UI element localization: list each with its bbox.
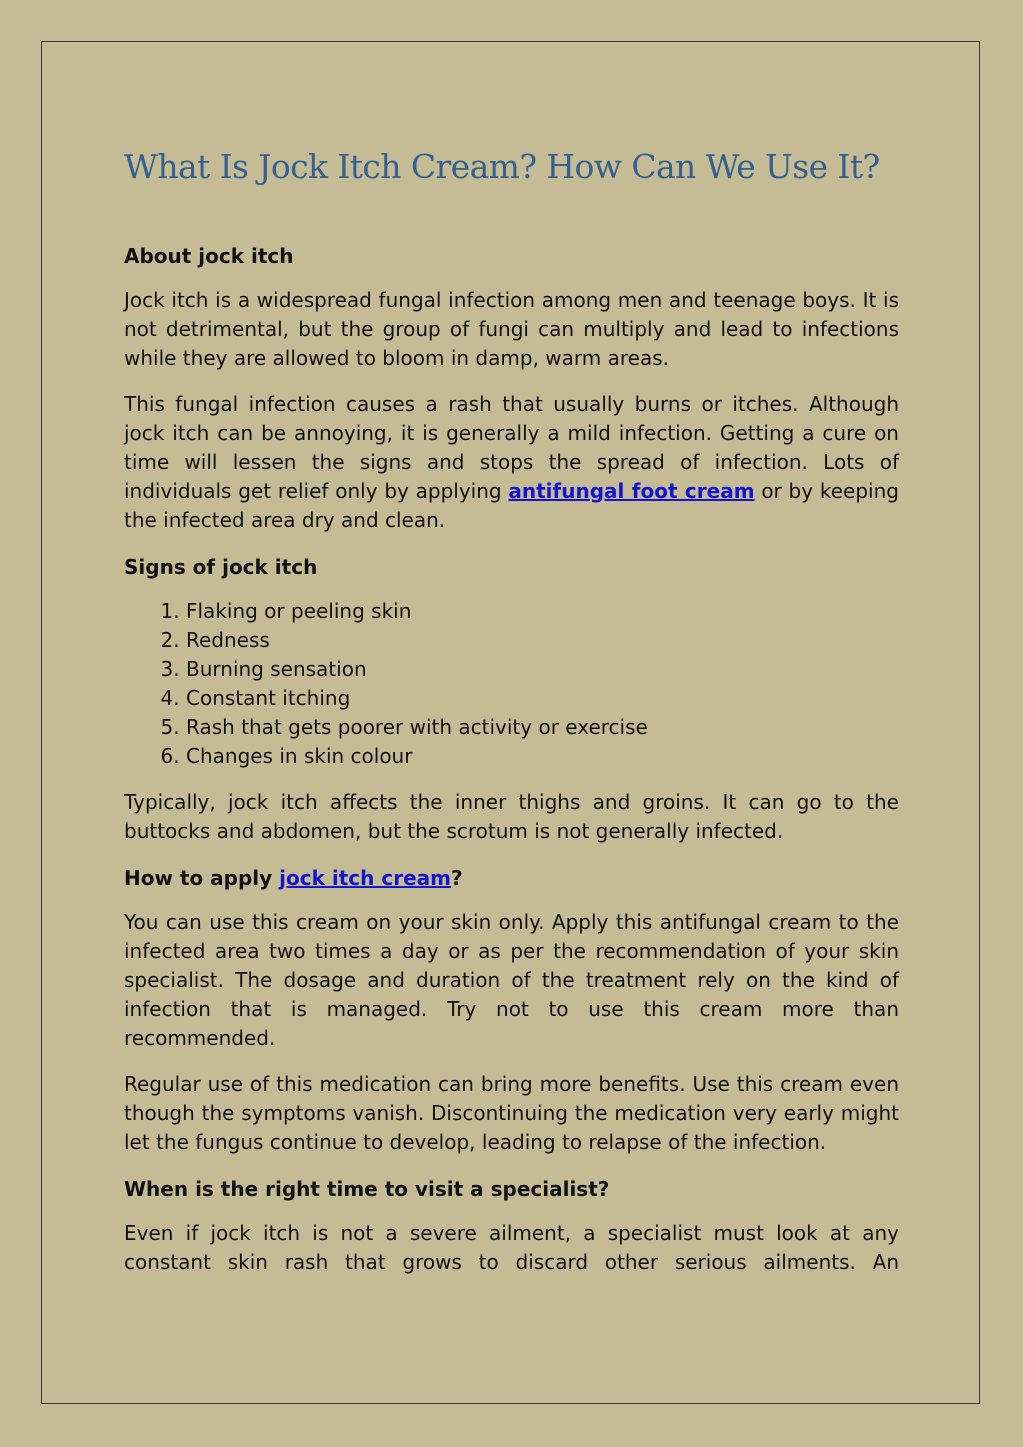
paragraph-signs-after: Typically, jock itch affects the inner thighs and groins. It can go to the buttocks and abdomen, but the scrotum is not generally infected. [124,790,899,843]
document-body [124,140,899,1277]
document-title: What Is Jock Itch Cream? How Can We Use It? [124,147,880,186]
jock-itch-cream-link[interactable]: jock itch cream [279,866,451,890]
heading-about: About jock itch [124,244,294,268]
heading-signs: Signs of jock itch [124,555,318,579]
heading-apply [124,863,899,893]
paragraph-apply-1: You can use this cream on your skin only. Apply this antifungal cream to the infected area two times a day or as per the recommendation of your skin specialist. The dosage and duration of the treatment rely on the kind of infection that is managed. Try not to use this cream more than recommended. [124,910,899,1050]
antifungal-foot-cream-link[interactable]: antifungal foot cream [508,479,755,503]
signs-list [124,597,899,771]
list-item: 1. Flaking or peeling skin [186,597,899,626]
heading-apply-text: How to apply [124,866,280,890]
heading-specialist: When is the right time to visit a specialist? [124,1177,610,1201]
heading-apply-question-mark: ? [450,866,463,890]
paragraph-about-2-text-end: or by keeping the infected area dry and clean. [124,479,899,532]
paragraph-about-2 [124,390,899,535]
list-item: 2. Redness [186,626,899,655]
list-item: 6. Changes in skin colour [186,742,899,771]
paragraph-specialist-1: Even if jock itch is not a severe ailment, a specialist must look at any constant skin rash that grows to discard other serious ailments. An [124,1221,899,1274]
paragraph-about-2-text-start: This fungal infection causes a rash that usually burns or itches. Although jock itch can be annoying, it is generally a mild infection. Getting a cure on time will lessen the signs and stops the spread of infection. Lots of individuals get relief only by applying [124,392,899,503]
list-item: 4. Constant itching [186,684,899,713]
paragraph-about-1: Jock itch is a widespread fungal infection among men and teenage boys. It is not detrimental, but the group of fungi can multiply and lead to infections while they are allowed to bloom in damp, warm areas. [124,288,899,370]
list-item: 5. Rash that gets poorer with activity or exercise [186,713,899,742]
paragraph-apply-2: Regular use of this medication can bring more benefits. Use this cream even though the symptoms vanish. Discontinuing the medication very early might let the fungus continue to develop, leading to relapse of the infection. [124,1072,899,1154]
list-item: 3. Burning sensation [186,655,899,684]
